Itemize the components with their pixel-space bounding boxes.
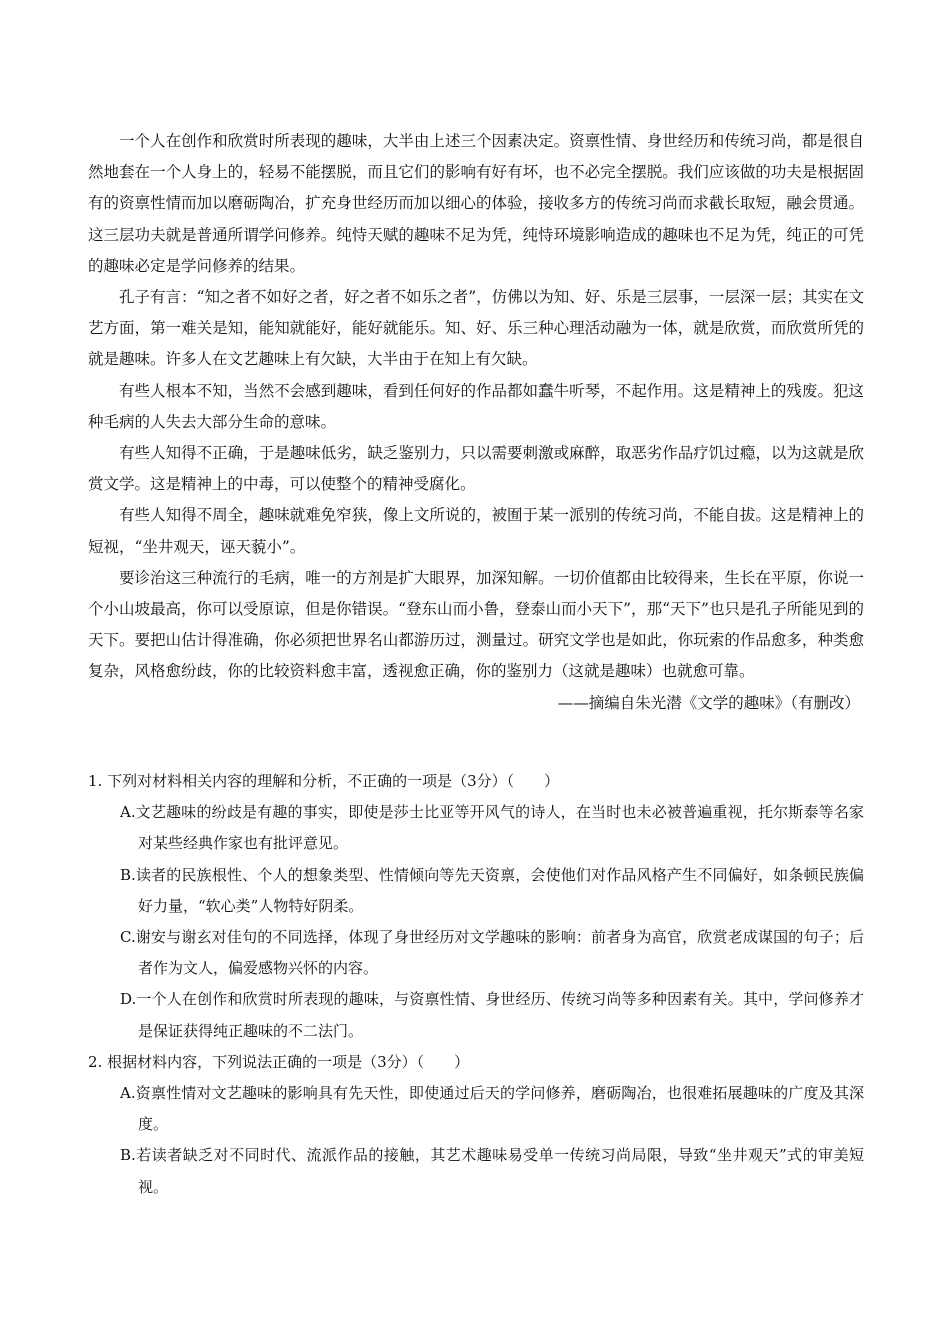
question-2-stem: 2. 根据材料内容，下列说法正确的一项是（3分）（ ） bbox=[88, 1052, 470, 1071]
question-1-option-a: A.文艺趣味的纷歧是有趣的事实，即使是莎士比亚等开风气的诗人，在当时也未必被普遍重视，托尔斯泰等名家对某些经典作家也有批评意见。 bbox=[120, 803, 864, 853]
question-1-stem: 1. 下列对材料相关内容的理解和分析，不正确的一项是（3分）（ ） bbox=[88, 772, 560, 790]
passage-paragraph-4: 有些人知得不正确，于是趣味低劣，缺乏鉴别力，只以需要刺激或麻醉，取恶劣作品疗饥过瘾，以为这就是欣赏文学。这是精神上的中毒，可以使整个的精神受腐化。 bbox=[88, 444, 864, 494]
question-2 bbox=[88, 1047, 864, 1203]
question-2-option-b: B.若读者缺乏对不同时代、流派作品的接触，其艺术趣味易受单一传统习尚局限，导致“坐井观天”式的审美短视。 bbox=[120, 1146, 864, 1196]
question-list bbox=[88, 766, 864, 1203]
question-1-option-b: B.读者的民族根性、个人的想象类型、性情倾向等先天资禀，会使他们对作品风格产生不同偏好，如条顿民族偏好力量，“软心类”人物特好阴柔。 bbox=[120, 865, 864, 915]
question-1-option-c: C.谢安与谢玄对佳句的不同选择，体现了身世经历对文学趣味的影响：前者身为高官，欣赏老成谋国的句子；后者作为文人，偏爱感物兴怀的内容。 bbox=[120, 928, 864, 978]
question-1-option-d: D.一个人在创作和欣赏时所表现的趣味，与资禀性情、身世经历、传统习尚等多种因素有关。其中，学问修养才是保证获得纯正趣味的不二法门。 bbox=[120, 990, 864, 1040]
reading-passage bbox=[88, 126, 864, 719]
passage-source-citation: ——摘编自朱光潜《文学的趣味》（有删改） bbox=[557, 693, 860, 712]
passage-paragraph-3: 有些人根本不知，当然不会感到趣味，看到任何好的作品都如蠢牛听琴，不起作用。这是精神上的残废。犯这种毛病的人失去大部分生命的意味。 bbox=[88, 381, 864, 431]
passage-paragraph-2: 孔子有言：“知之者不如好之者，好之者不如乐之者”，仿佛以为知、好、乐是三层事，一层深一层；其实在文艺方面，第一难关是知，能知就能好，能好就能乐。知、好、乐三种心理活动融为一体，就是欣赏，而欣赏所凭的就是趣味。许多人在文艺趣味上有欠缺，大半由于在知上有欠缺。 bbox=[88, 288, 864, 369]
question-1 bbox=[88, 766, 864, 1047]
passage-paragraph-5: 有些人知得不周全，趣味就难免窄狭，像上文所说的，被囿于某一派别的传统习尚，不能自拔。这是精神上的短视，“坐井观天，诬天藐小”。 bbox=[88, 506, 864, 556]
question-2-option-a: A.资禀性情对文艺趣味的影响具有先天性，即使通过后天的学问修养，磨砺陶冶，也很难拓展趣味的广度及其深度。 bbox=[120, 1084, 864, 1134]
passage-paragraph-1: 一个人在创作和欣赏时所表现的趣味，大半由上述三个因素决定。资禀性情、身世经历和传统习尚，都是很自然地套在一个人身上的，轻易不能摆脱，而且它们的影响有好有坏，也不必完全摆脱。我们应该做的功夫是根据固有的资禀性情而加以磨砺陶冶，扩充身世经历而加以细心的体验，接收多方的传统习尚而求截长取短，融会贯通。这三层功夫就是普通所谓学问修养。纯恃天赋的趣味不足为凭，纯恃环境影响造成的趣味也不足为凭，纯正的可凭的趣味必定是学问修养的结果。 bbox=[88, 132, 864, 275]
passage-paragraph-6: 要诊治这三种流行的毛病，唯一的方剂是扩大眼界，加深知解。一切价值都由比较得来，生长在平原，你说一个小山坡最高，你可以受原谅，但是你错误。“登东山而小鲁，登泰山而小天下”，那“天下”也只是孔子所能见到的天下。要把山估计得准确，你必须把世界名山都游历过，测量过。研究文学也是如此，你玩索的作品愈多，种类愈复杂，风格愈纷歧，你的比较资料愈丰富，透视愈正确，你的鉴别力（这就是趣味）也就愈可靠。 bbox=[88, 568, 864, 681]
